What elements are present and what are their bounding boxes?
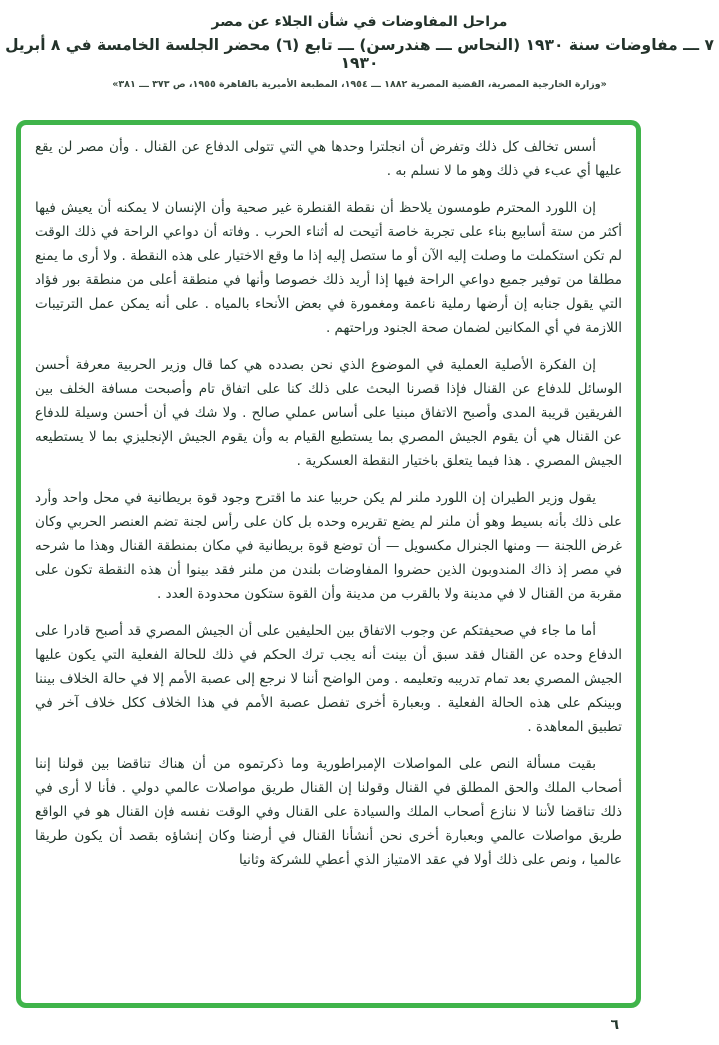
document-source-citation: «وزارة الخارجية المصرية، القضية المصرية ١٨٨٢ ـــ ١٩٥٤، المطبعة الأميرية بالقاهرة ١٩٥٥، ص ٣٧٣ ـــ ٣٨١» — [112, 79, 607, 90]
document-body — [35, 135, 622, 995]
paragraph: يقول وزير الطيران إن اللورد ملنر لم يكن حربيا عند ما اقترح وجود قوة بريطانية في محل واحد وأرد على ذلك بأنه بسيط وهو أن ملنر لم يضع تقريره وحده بل كان على رأس لجنة تضم العنصر الحربي وكان غرض اللجنة — ومنها الجنرال مكسويل — أن توضع قوة بريطانية في مكان بمنطقة القنال وهذا ما شرحه في مصر إذ ذاك المندوبون الذين حضروا المفاوضات بلندن من ملنر فقد بينوا أن هذه النقطة تكون على مقربة من القنال لا في مدينة ولا بالقرب من مدينة وأن القوة ستكون محدودة العدد . — [35, 490, 622, 603]
paragraph: إن الفكرة الأصلية العملية في الموضوع الذي نحن بصدده هي كما قال وزير الحربية معرفة أحسن الوسائل للدفاع عن القنال فإذا قصرنا البحث على ذلك كنا على اتفاق تام وأصبحت مسافة الخلف بين الفريقين قريبة المدى وأصبح الاتفاق مبنيا على أساس عملي صالح . ولا شك في أن أحسن وسيلة للدفاع عن القنال هي أن يقوم الجيش المصري بما يستطيع القيام به وأن يقوم الجيش الإنجليزي بما لا يستطيعه الجيش المصري . هذا فيما يتعلق باختيار النقطة العسكرية . — [35, 357, 622, 470]
page-number: ٦ — [610, 1017, 619, 1033]
document-subtitle: ٧ ـــ مفاوضات سنة ١٩٣٠ (النحاس ـــ هندرسن) ـــ تابع (٦) محضر الجلسة الخامسة في ٨ أبريل ١٩٣٠ — [5, 36, 714, 72]
paragraph: أسس تخالف كل ذلك وتفرض أن انجلترا وحدها هي التي تتولى الدفاع عن القنال . وأن مصر لن يقع عليها أي عبء في ذلك وهو ما لا نسلم به . — [35, 139, 622, 180]
page-header — [0, 0, 719, 90]
document-title: مراحل المفاوضات في شأن الجلاء عن مصر — [211, 14, 508, 30]
paragraph: إن اللورد المحترم طومسون يلاحظ أن نقطة القنطرة غير صحية وأن الإنسان لا يمكنه أن يعيش فيها أكثر من ستة أسابيع بناء على تجربة خاصة أتيحت له أثناء الحرب . وفاته أن دواعي الراحة في ذلك الوقت لم تكن استكملت ما وصلت إليه الآن أو ما ستصل إليه إذا ما وقع الاختيار على هذه النقطة . ولا أرى ما يمنع مطلقا من توفير جميع دواعي الراحة فيها إذا أريد ذلك خصوصا وأنها في منطقة أعلى من منطقة بور فؤاد التي يقول جنابه إن أرضها رملية ناعمة ومغمورة في بعض الأنحاء بالمياه . على أنه يمكن عمل الترتيبات اللازمة في أي المكانين لضمان صحة الجنود وراحتهم . — [35, 200, 622, 337]
paragraph: بقيت مسألة النص على المواصلات الإمبراطورية وما ذكرتموه من أن هناك تناقضا بين قولنا إننا أصحاب الملك والحق المطلق في القنال وقولنا إن القنال طريق مواصلات عالمي دولي . فأنا لا أرى في ذلك تناقضا لأننا لا ننازع أصحاب الملك والسيادة على القنال وفي الوقت نفسه فإن القنال هو في الواقع طريق مواصلات عالمي وبعبارة أخرى نحن أنشأنا القنال في أرضنا وكان إنشاؤه بقصد أن يكون طريقا عالميا ، ونص على ذلك أولا في عقد الامتياز الذي أعطي للشركة وثانيا — [35, 756, 622, 869]
green-content-frame — [16, 120, 641, 1008]
paragraph: أما ما جاء في صحيفتكم عن وجوب الاتفاق بين الحليفين على أن الجيش المصري قد أصبح قادرا على الدفاع وحده عن القنال فقد سبق أن بينت أنه يجب ترك الحكم في ذلك للحالة الفعلية التي يكون عليها الجيش المصري بعد تمام تدريبه وتعليمه . ومن الواضح أننا لا نرجع إلى عصبة الأمم إلا في حالة الخلاف بيننا وبينكم على هذه الحالة الفعلية . وبعبارة أخرى تفصل عصبة الأمم في هذا الخلاف ككل خلاف آخر في تطبيق المعاهدة . — [35, 623, 622, 736]
